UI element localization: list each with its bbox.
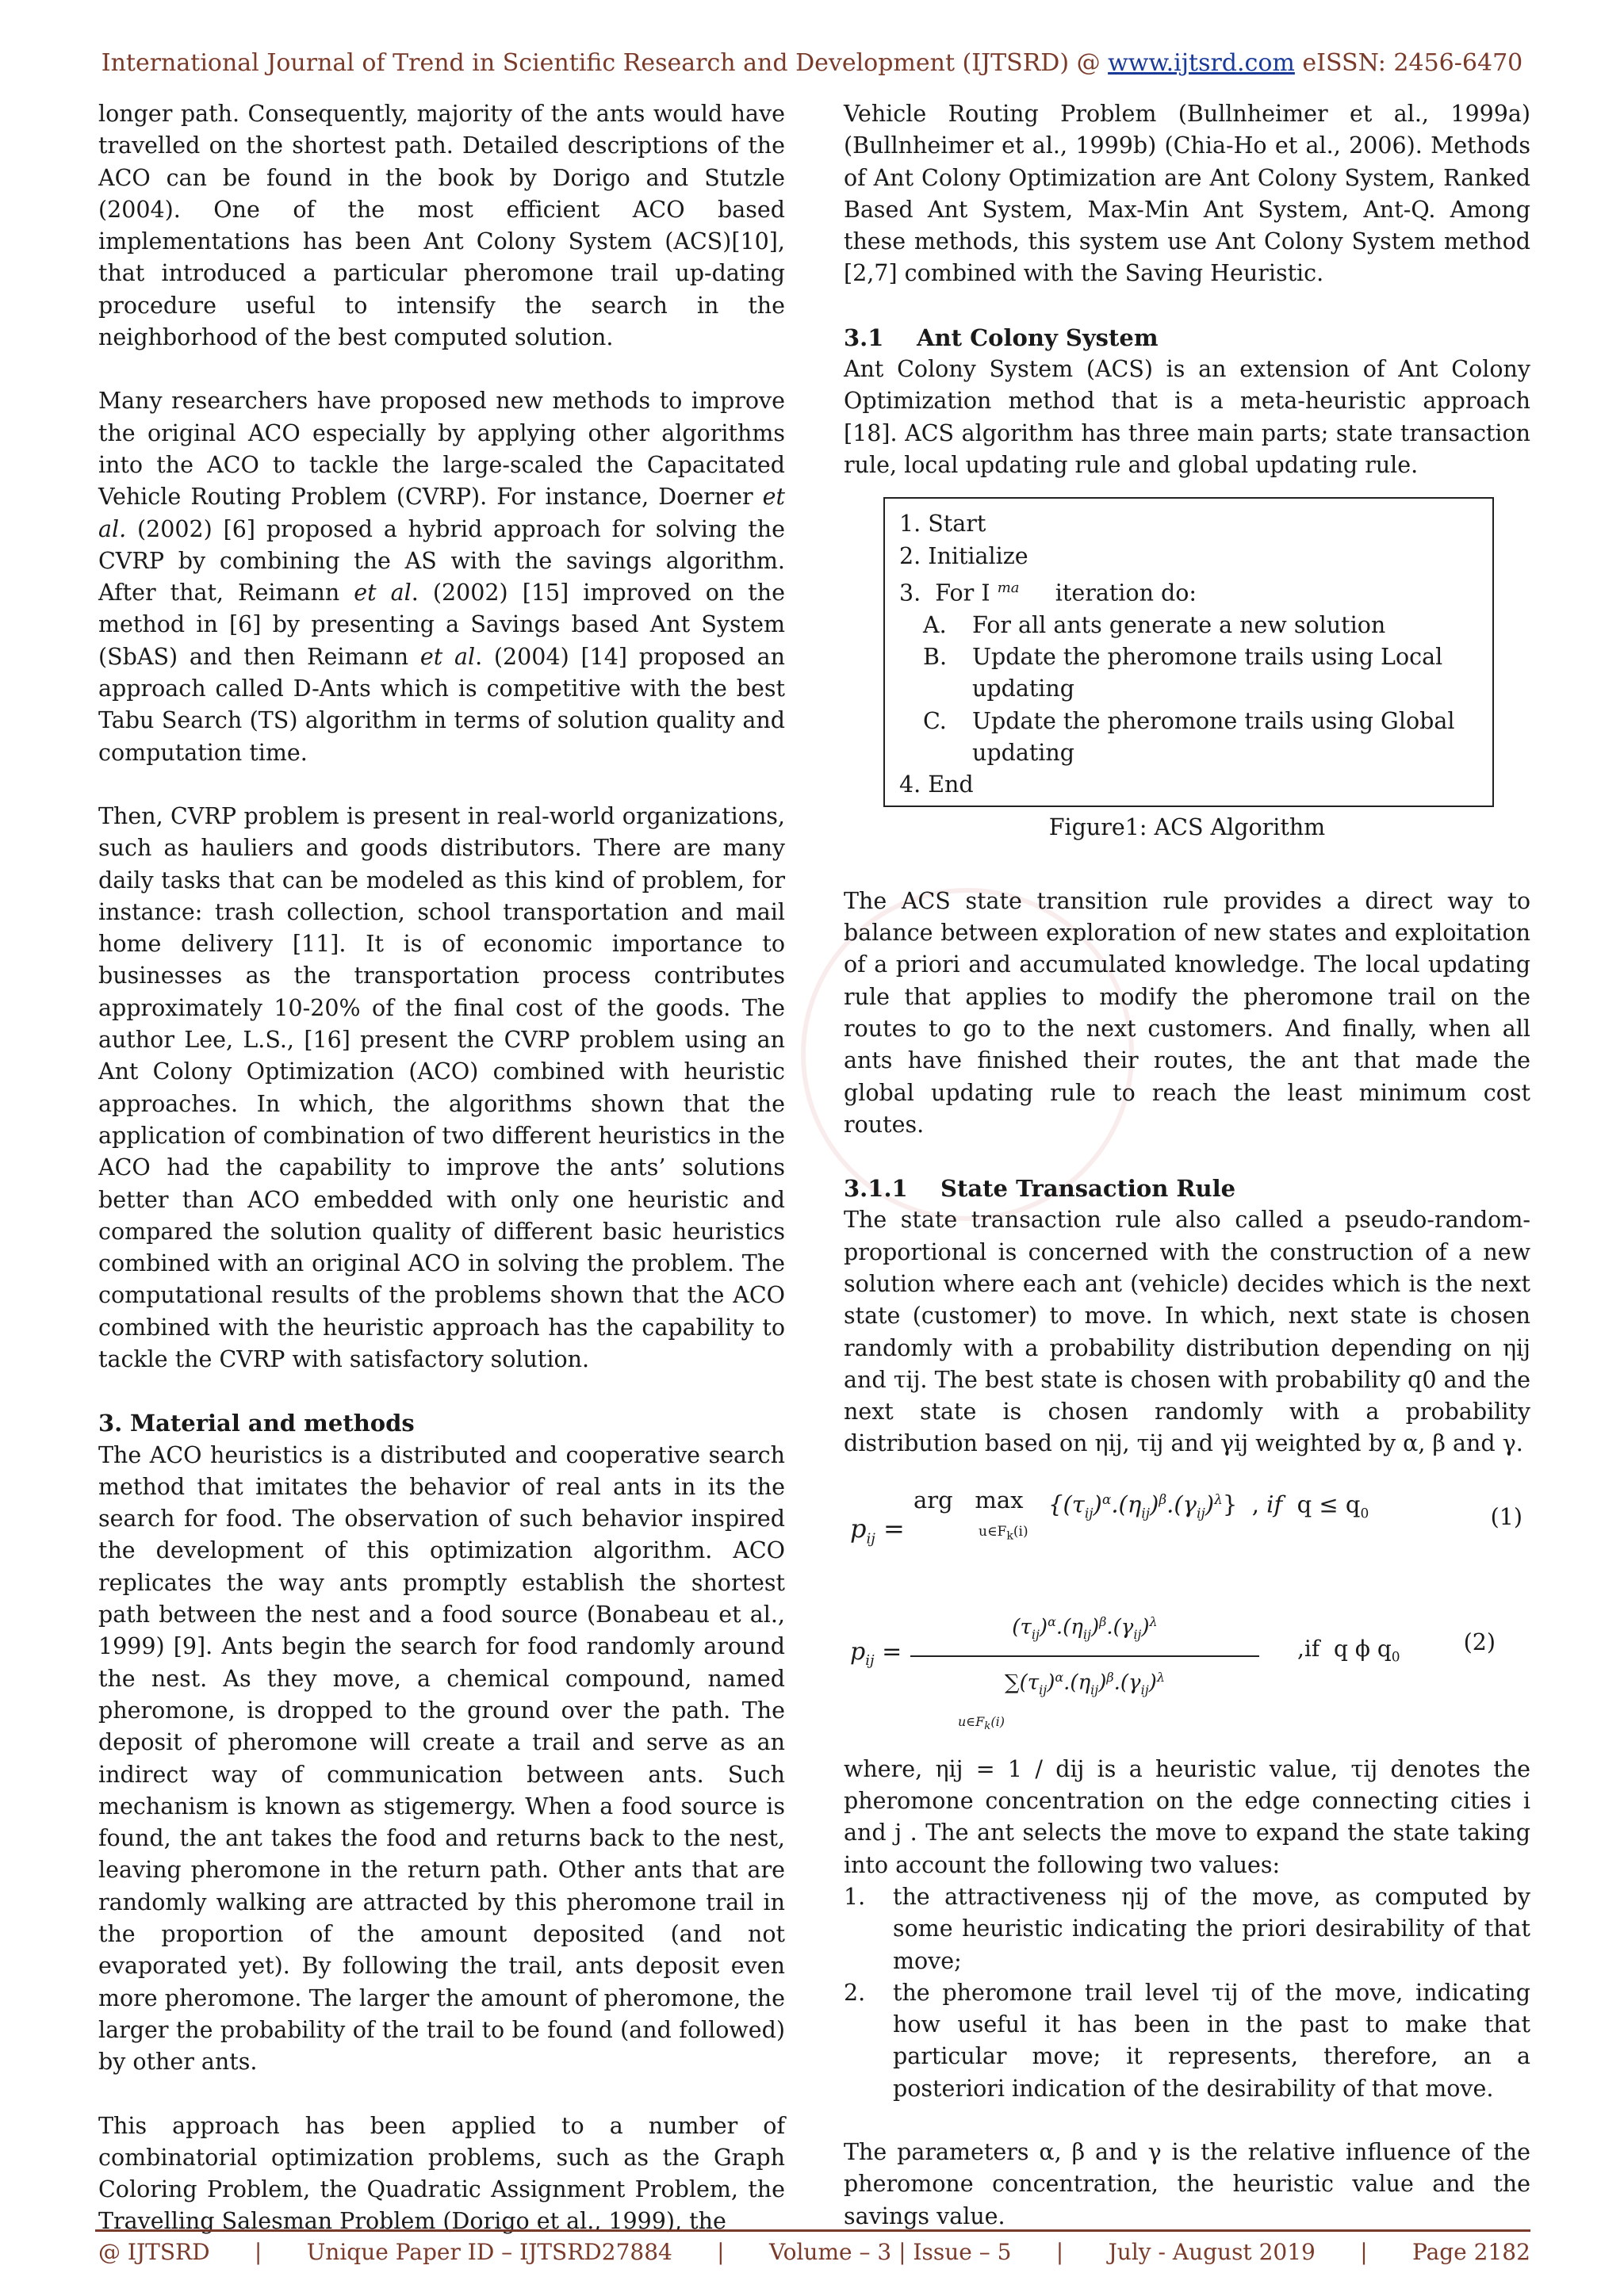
- subsection-heading: 3.1.1 State Transaction Rule: [844, 1175, 1236, 1203]
- journal-link[interactable]: www.ijtsrd.com: [1108, 49, 1295, 77]
- paragraph: The ACO heuristics is a distributed and cooperative search method that imitates the behavior of real ants in its the search for food. The observation of such behavior inspired the development of this optimization algorithm. ACO replicates the way ants promptly establish the shortest path between the nest and a food source (Bonabeau et al., 1999) [9]. Ants begin the search for food randomly around the nest. As they move, a chemical compound, named pheromone, is dropped to the ground over the path. The deposit of pheromone will create a trail and serve as an indirect way of communication between ants. Such mechanism is known as stigemergy. When a food source is found, the ant takes the food and returns back to the nest, leaving pheromone in the return path. Other ants that are randomly walking are attracted by this pheromone trail in the proportion of the amount deposited (and not evaporated yet). By following the trail, ants deposit even more pheromone. The larger the amount of pheromone, the larger the probability of the trail to be found (and followed) by other ants.: [98, 1441, 785, 2076]
- journal-issn: eISSN: 2456-6470: [1294, 49, 1523, 77]
- footer-divider: [95, 2229, 1530, 2232]
- paragraph: The ACS state transition rule provides a direct way to balance between exploration of new states and exploitation of a priori and accumulated knowledge. The local updating rule that applies to modify the pheromone trail on the routes to go to the next customers. And finally, when all ants have finished their routes, the ant that made the global updating rule to reach the least minimum cost routes.: [844, 887, 1530, 1138]
- footer-date: July - August 2019: [1108, 2239, 1316, 2265]
- paragraph: The state transaction rule also called a pseudo-random-proportional is concerned with the construction of a new solution where each ant (vehicle) decides which is the next state (customer) to move. In which, next state is chosen randomly with a probability distribution depending on ηij and τij. The best state is chosen with probability q0 and the next state is chosen randomly with a probability distribution based on ηij, τij and γij weighted by α, β and γ.: [844, 1207, 1530, 1457]
- equation-2: $p_{ij}$ = $(\tau_{ij})^\alpha.(\eta_{ij})^\beta.(\gamma_{ij})^\lambda$ $\sum(\tau_{ij})^\alpha.(\eta_{ij})^\beta.(\gamma_{ij})^\lambda$ $u\in F_k(i)$ ,if q ϕ $q_0$ (2): [850, 1613, 1496, 1733]
- attractiveness-list: [844, 1881, 1530, 2105]
- paragraph: Vehicle Routing Problem (Bullnheimer et al., 1999a) (Bullnheimer et al., 1999b) (Chia-Ho et al., 2006). Methods of Ant Colony Optimization are Ant Colony System, Ranked Based Ant System, Max-Min Ant System, Ant-Q. Among these methods, this system use Ant Colony System method [2,7] combined with the Saving Heuristic.: [844, 101, 1530, 287]
- figure-caption: Figure1: ACS Algorithm: [1048, 814, 1326, 841]
- footer-separator: |: [717, 2239, 725, 2265]
- equation-number: (1): [1490, 1503, 1522, 1530]
- algo-step: 4. End: [899, 771, 974, 798]
- algo-substep: B. Update the pheromone trails using Local updating: [923, 643, 1443, 702]
- left-column: [98, 98, 785, 2238]
- footer-paper-id: Unique Paper ID – IJTSRD27884: [306, 2239, 672, 2265]
- equation-1: $p_{ij}$ = arg max $u\in F_k(i)$ $\{(\tau_{ij})^\alpha.(\eta_{ij})^\beta.(\gamma_{ij})^\lambda\}$ , if $q \le q_0$ (1): [850, 1486, 1522, 1548]
- paragraph: longer path. Consequently, majority of the ants would have travelled on the shortest path. Detailed descriptions of the ACO can be found in the book by Dorigo and Stutzle (2004). One of the most efficient ACO based implementations has been Ant Colony System (ACS)[10], that introduced a particular pheromone trail up-dating procedure useful to intensify the search in the neighborhood of the best computed solution.: [98, 101, 785, 351]
- paragraph: Then, CVRP problem is present in real-world organizations, such as hauliers and goods distributors. There are many daily tasks that can be modeled as this kind of problem, for instance: trash collection, school transportation and mail home delivery [11]. It is of economic importance to businesses as the transportation process contributes approximately 10-20% of the final cost of the goods. The author Lee, L.S., [16] present the CVRP problem using an Ant Colony Optimization (ACO) combined with heuristic approaches. In which, the algorithms shown that the application of combination of two different heuristics in the ACO had the capability to improve the ants’ solutions better than ACO embedded with only one heuristic and compared the solution quality of different basic heuristics combined with an original ACO in solving the problem. The computational results of the problems shown that the ACO combined with the heuristic approach has the capability to tackle the CVRP with satisfactory solution.: [98, 802, 785, 1372]
- right-column: [844, 98, 1530, 2233]
- algo-step: 2. Initialize: [899, 542, 1028, 569]
- algo-substep: C. Update the pheromone trails using Global updating: [923, 707, 1455, 766]
- footer-copyright: @ IJTSRD: [98, 2239, 210, 2265]
- list-item: 2. the pheromone trail level τij of the move, indicating how useful it has been in the past to make that particular move; it represents, therefore, an a posteriori indication of the desirability of that move.: [844, 1979, 1530, 2102]
- page-footer: [98, 2239, 1530, 2265]
- footer-separator: |: [1360, 2239, 1368, 2265]
- journal-header: [0, 49, 1624, 77]
- paragraph: The parameters α, β and γ is the relative influence of the pheromone concentration, the heuristic value and the savings value.: [844, 2139, 1530, 2229]
- footer-separator: |: [1055, 2239, 1064, 2265]
- paragraph: This approach has been applied to a number of combinatorial optimization problems, such as the Graph Coloring Problem, the Quadratic Assignment Problem, the Travelling Salesman Problem (Dorigo et al., 1999), the: [98, 2112, 785, 2235]
- paragraph: where, ηij = 1 / dij is a heuristic value, τij denotes the pheromone concentration on the edge connecting cities i and j . The ant selects the move to expand the state taking into account the following two values:: [844, 1755, 1530, 1878]
- footer-separator: |: [254, 2239, 262, 2265]
- section-heading: 3.1 Ant Colony System: [844, 323, 1159, 351]
- section-heading: 3. Material and methods: [98, 1410, 415, 1437]
- footer-page: Page 2182: [1411, 2239, 1530, 2265]
- algo-substep: A. For all ants generate a new solution: [923, 611, 1386, 638]
- list-item: 1. the attractiveness ηij of the move, as computed by some heuristic indicating the priori desirability of that move;: [844, 1883, 1530, 1974]
- equation-number: (2): [1463, 1628, 1496, 1655]
- footer-volume: Volume – 3 | Issue – 5: [768, 2239, 1012, 2265]
- paragraph: Many researchers have proposed new methods to improve the original ACO especially by applying other algorithms into the ACO to tackle the large-scaled the Capacitated Vehicle Routing Problem (CVRP). For instance, Doerner et al. (2002) [6] proposed a hybrid approach for solving the CVRP by combining the AS with the savings algorithm. After that, Reimann et al. (2002) [15] improved on the method in [6] by presenting a Savings based Ant System (SbAS) and then Reimann et al. (2004) [14] proposed an approach called D-Ants which is competitive with the best Tabu Search (TS) algorithm in terms of solution quality and computation time.: [98, 388, 785, 766]
- paragraph: Ant Colony System (ACS) is an extension of Ant Colony Optimization method that is a meta-heuristic approach [18]. ACS algorithm has three main parts; state transaction rule, local updating rule and global updating rule.: [844, 356, 1530, 478]
- acs-algorithm-box: [883, 497, 1494, 807]
- algo-step: 3. For I $^{ma}$ iteration do:: [899, 579, 1197, 607]
- journal-header-text: International Journal of Trend in Scientific Research and Development (IJTSRD) @: [101, 49, 1109, 77]
- algo-step: 1. Start: [899, 511, 986, 538]
